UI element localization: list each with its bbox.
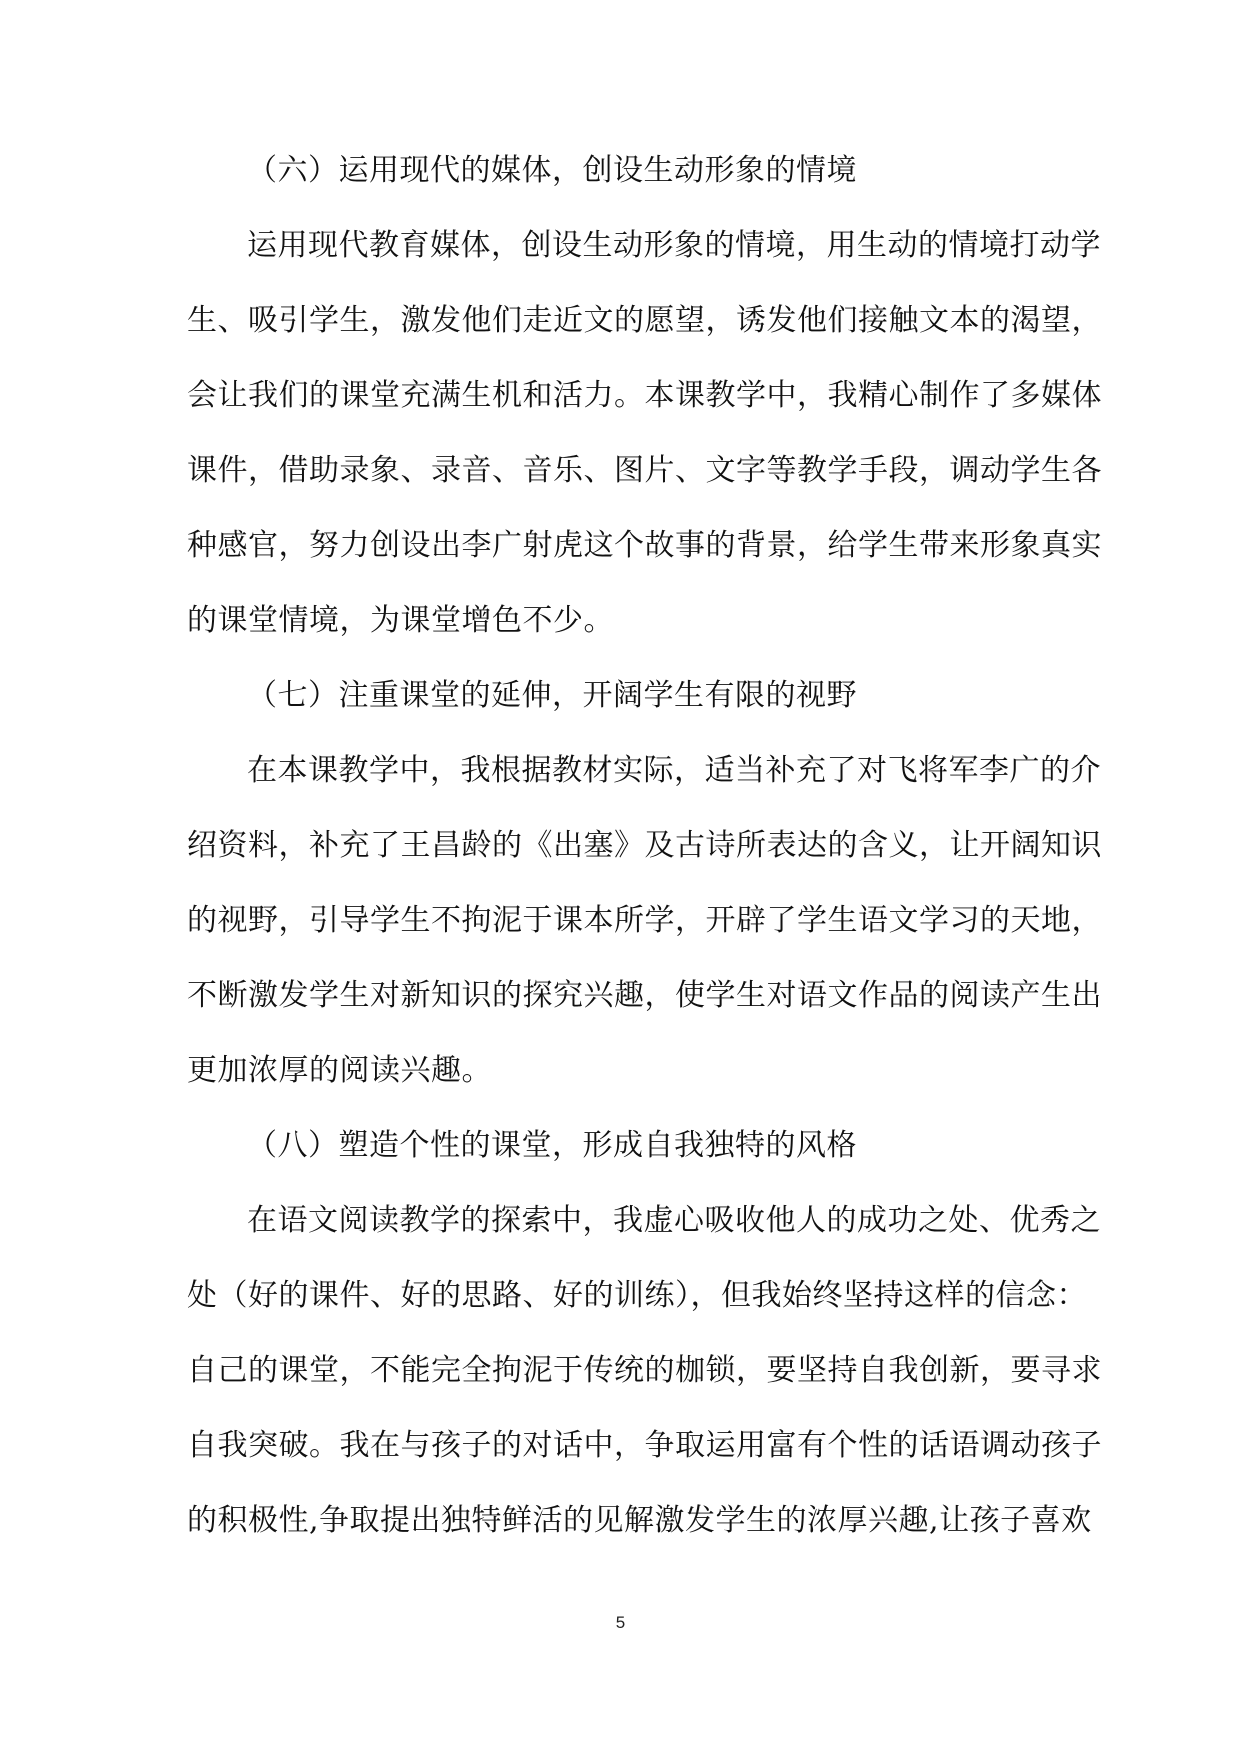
paragraph-line: 自我突破。我在与孩子的对话中，争取运用富有个性的话语调动孩子 [187,1428,1102,1463]
section-heading-6: （六）运用现代的媒体，创设生动形象的情境 [247,153,857,188]
paragraph-line: 在语文阅读教学的探索中，我虚心吸收他人的成功之处、优秀之 [247,1203,1101,1238]
paragraph-line: 生、吸引学生，激发他们走近文的愿望，诱发他们接触文本的渴望， [187,303,1102,338]
paragraph-line: 的课堂情境，为课堂增色不少。 [187,603,614,638]
paragraph-line: 课件，借助录象、录音、音乐、图片、文字等教学手段，调动学生各 [187,453,1102,488]
page-number: 5 [615,1613,626,1632]
paragraph-line: 会让我们的课堂充满生机和活力。本课教学中，我精心制作了多媒体 [187,378,1102,413]
paragraph-line: 不断激发学生对新知识的探究兴趣，使学生对语文作品的阅读产生出 [187,978,1102,1013]
paragraph-line: 的视野，引导学生不拘泥于课本所学，开辟了学生语文学习的天地， [187,903,1102,938]
paragraph-line: 的积极性,争取提出独特鲜活的见解激发学生的浓厚兴趣,让孩子喜欢 [187,1503,1092,1538]
paragraph-line: 自己的课堂，不能完全拘泥于传统的枷锁，要坚持自我创新，要寻求 [187,1353,1102,1388]
paragraph-line: 处（好的课件、好的思路、好的训练），但我始终坚持这样的信念： [187,1278,1087,1313]
paragraph-line: 在本课教学中，我根据教材实际，适当补充了对飞将军李广的介 [247,753,1101,788]
paragraph-line: 运用现代教育媒体，创设生动形象的情境，用生动的情境打动学 [247,228,1101,263]
paragraph-line: 种感官，努力创设出李广射虎这个故事的背景，给学生带来形象真实 [187,528,1102,563]
paragraph-line: 更加浓厚的阅读兴趣。 [187,1053,492,1088]
paragraph-line: 绍资料，补充了王昌龄的《出塞》及古诗所表达的含义，让开阔知识 [187,828,1102,863]
section-heading-7: （七）注重课堂的延伸，开阔学生有限的视野 [247,678,857,713]
section-heading-8: （八）塑造个性的课堂，形成自我独特的风格 [247,1128,857,1163]
